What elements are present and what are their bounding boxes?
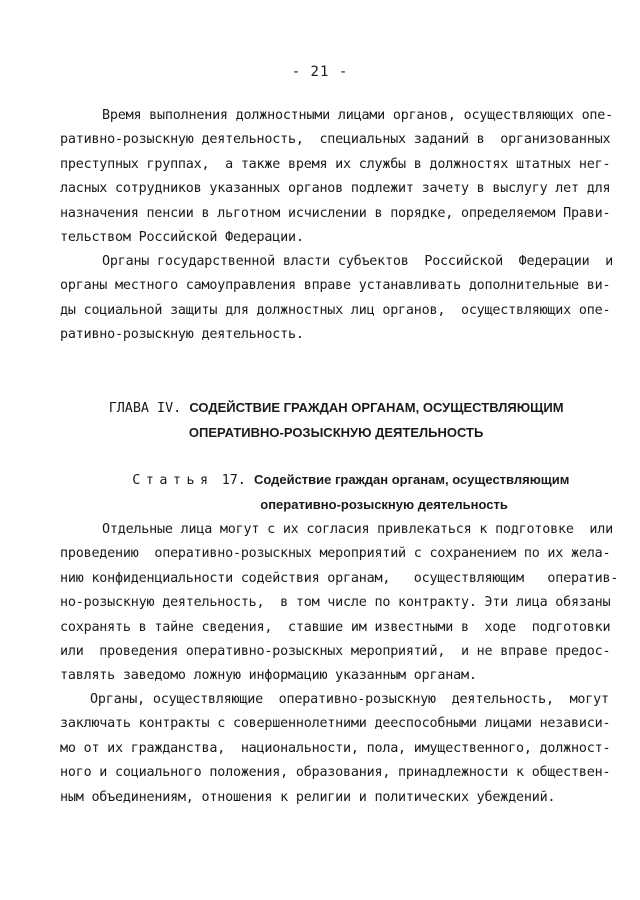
paragraph-line: Органы, осуществляющие оперативно-розыскную деятельность, могут	[90, 692, 609, 707]
chapter-label: ГЛАВА IV.	[108, 401, 182, 416]
paragraph-2	[60, 250, 614, 348]
article-heading-line-1	[100, 444, 620, 488]
paragraph-line: органы местного самоуправления вправе устанавливать дополнительные ви-	[60, 278, 611, 294]
paragraph-line: заключать контракты с совершеннолетними дееспособными лицами независи-	[60, 716, 611, 732]
article-title-continued: оперативно-розыскную деятельность	[260, 497, 508, 512]
article-number: 17.	[221, 473, 246, 488]
chapter-heading-line-1	[0, 372, 640, 416]
paragraph-line: назначения пенсии в льготном исчислении в порядке, определяемом Прави-	[60, 205, 611, 221]
paragraph-line: ласных сотрудников указанных органов подлежит зачету в выслугу лет для	[60, 181, 611, 197]
paragraph-line: Отдельные лица могут с их согласия привлекаться к подготовке или	[102, 522, 614, 537]
paragraph-line: или проведения оперативно-розыскных мероприятий, и не вправе предос-	[60, 643, 611, 659]
paragraph-line: мо от их гражданства, национальности, пола, имущественного, должност-	[60, 740, 611, 756]
chapter-heading-line-2	[0, 397, 640, 440]
chapter-title: СОДЕЙСТВИЕ ГРАЖДАН ОРГАНАМ, ОСУЩЕСТВЛЯЮЩИМ	[189, 400, 564, 415]
paragraph-line: преступных группах, а также время их службы в должностях штатных нег-	[60, 156, 611, 172]
page-number: - 21 -	[291, 64, 349, 80]
article-word: Статья	[132, 473, 214, 488]
paragraph-line: Время выполнения должностными лицами органов, осуществляющих опе-	[102, 108, 614, 123]
paragraph-line: ного и социального положения, образования, принадлежности к обществен-	[60, 765, 611, 781]
paragraph-line: тавлять заведомо ложную информацию указанным органам.	[60, 668, 477, 684]
paragraph-line: Органы государственной власти субъектов Российской Федерации и	[102, 254, 614, 269]
paragraph-line: ды социальной защиты для должностных лиц органов, осуществляющих опе-	[60, 302, 611, 318]
paragraph-line: сохранять в тайне сведения, ставшие им известными в ходе подготовки	[60, 619, 611, 635]
chapter-title-continued: ОПЕРАТИВНО-РОЗЫСКНУЮ ДЕЯТЕЛЬНОСТЬ	[188, 425, 484, 440]
paragraph-line: но-розыскную деятельность, в том числе по контракту. Эти лица обязаны	[60, 595, 611, 611]
paragraph-line: ным объединениям, отношения к религии и политических убеждений.	[60, 789, 556, 805]
article-title: Содействие граждан органам, осуществляющим	[253, 472, 570, 487]
paragraph-line: тельством Российской Федерации.	[60, 229, 304, 245]
paragraph-line: ративно-розыскную деятельность.	[60, 327, 304, 343]
paragraph-line: нию конфиденциальности содействия органам, осуществляющим оператив-	[60, 570, 619, 586]
paragraph-4	[60, 688, 611, 810]
paragraph-line: ративно-розыскную деятельность, специальных заданий в организованных	[60, 132, 611, 148]
paragraph-1	[60, 104, 614, 250]
paragraph-3	[60, 518, 619, 689]
paragraph-line: проведению оперативно-розыскных мероприятий с сохранением по их жела-	[60, 546, 611, 562]
article-heading-line-2	[228, 469, 620, 512]
